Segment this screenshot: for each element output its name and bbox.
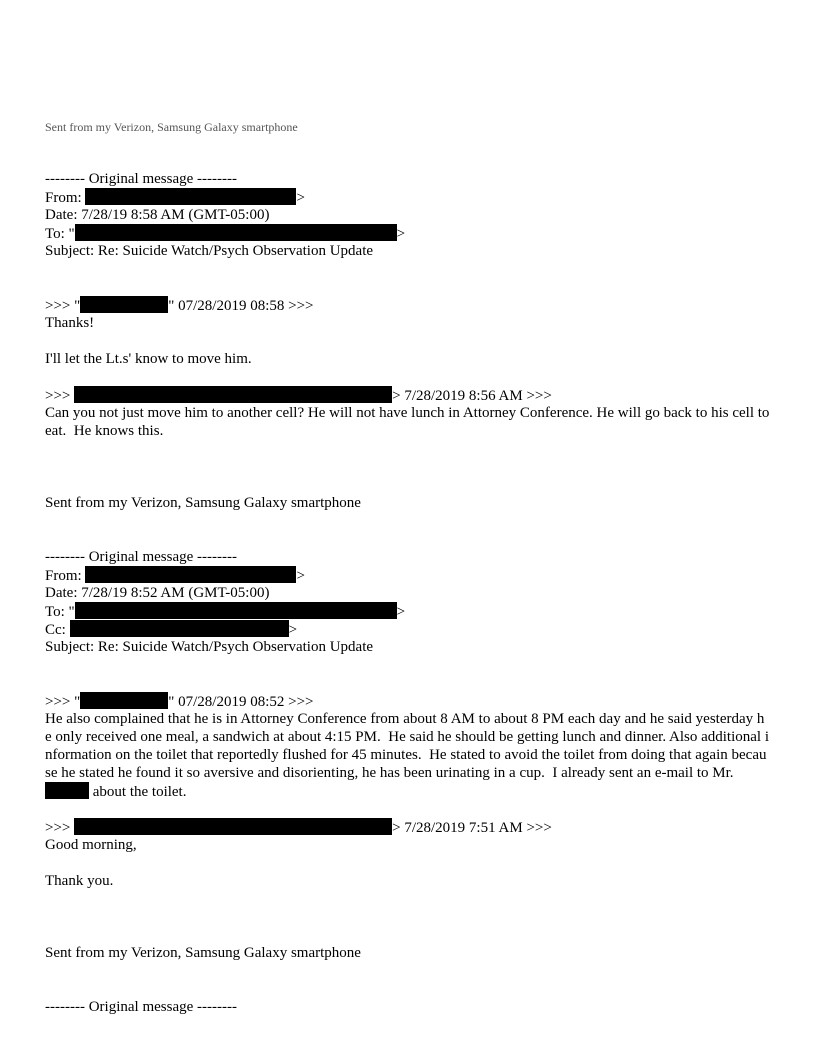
original-message-divider: -------- Original message -------- [45, 171, 237, 187]
redaction-box [85, 566, 296, 583]
redaction-box [74, 386, 392, 403]
subject-line: Subject: Re: Suicide Watch/Psych Observation Update [45, 639, 374, 655]
to-line: To: " > [45, 226, 406, 242]
signature: Sent from my Verizon, Samsung Galaxy smartphone [45, 945, 361, 961]
subject-line: Subject: Re: Suicide Watch/Psych Observation Update [45, 243, 374, 259]
redaction-box [75, 602, 397, 619]
from-line: From: > [45, 190, 305, 206]
date-line: Date: 7/28/19 8:52 AM (GMT-05:00) [45, 585, 270, 601]
redaction-box [75, 224, 397, 241]
original-message-divider: -------- Original message -------- [45, 549, 237, 565]
quote-header: >>> " " 07/28/2019 08:58 >>> [45, 298, 314, 314]
redaction-box [70, 620, 289, 637]
signature: Sent from my Verizon, Samsung Galaxy smartphone [45, 495, 361, 511]
redaction-box [80, 692, 168, 709]
message-body: He also complained that he is in Attorney Conference from about 8 AM to about 8 PM each day and he said yesterday he only received one meal, a sandwich at about 4:15 PM. He said he should be getting lunch and dinner. Also additional information on the toilet that reportedly flushed for 45 minutes. He stated to avoid the toilet from doing that again because he stated he found it so aversive and disorienting, he has been urinating in a cup. I already sent an e-mail to Mr. about the toilet. [45, 711, 770, 800]
quote-header: >>> > 7/28/2019 8:56 AM >>> [45, 388, 552, 404]
quote-header: >>> > 7/28/2019 7:51 AM >>> [45, 820, 552, 836]
reply-text: Thank you. [45, 873, 114, 889]
reply-text: Good morning, [45, 837, 137, 853]
redaction-box [74, 818, 392, 835]
redaction-box [85, 188, 296, 205]
reply-text: I'll let the Lt.s' know to move him. [45, 351, 252, 367]
quote-header: >>> " " 07/28/2019 08:52 >>> [45, 694, 314, 710]
redaction-box [45, 782, 89, 799]
cc-line: Cc: > [45, 622, 298, 638]
reply-text: Thanks! [45, 315, 95, 331]
top-signature: Sent from my Verizon, Samsung Galaxy smartphone [45, 120, 298, 134]
to-line: To: " > [45, 604, 406, 620]
date-line: Date: 7/28/19 8:58 AM (GMT-05:00) [45, 207, 270, 223]
from-line: From: > [45, 568, 305, 584]
original-message-divider: -------- Original message -------- [45, 999, 237, 1015]
message-body: Can you not just move him to another cell? He will not have lunch in Attorney Conference. He will go back to his cell to eat. He knows this. [45, 405, 774, 439]
redaction-box [80, 296, 168, 313]
